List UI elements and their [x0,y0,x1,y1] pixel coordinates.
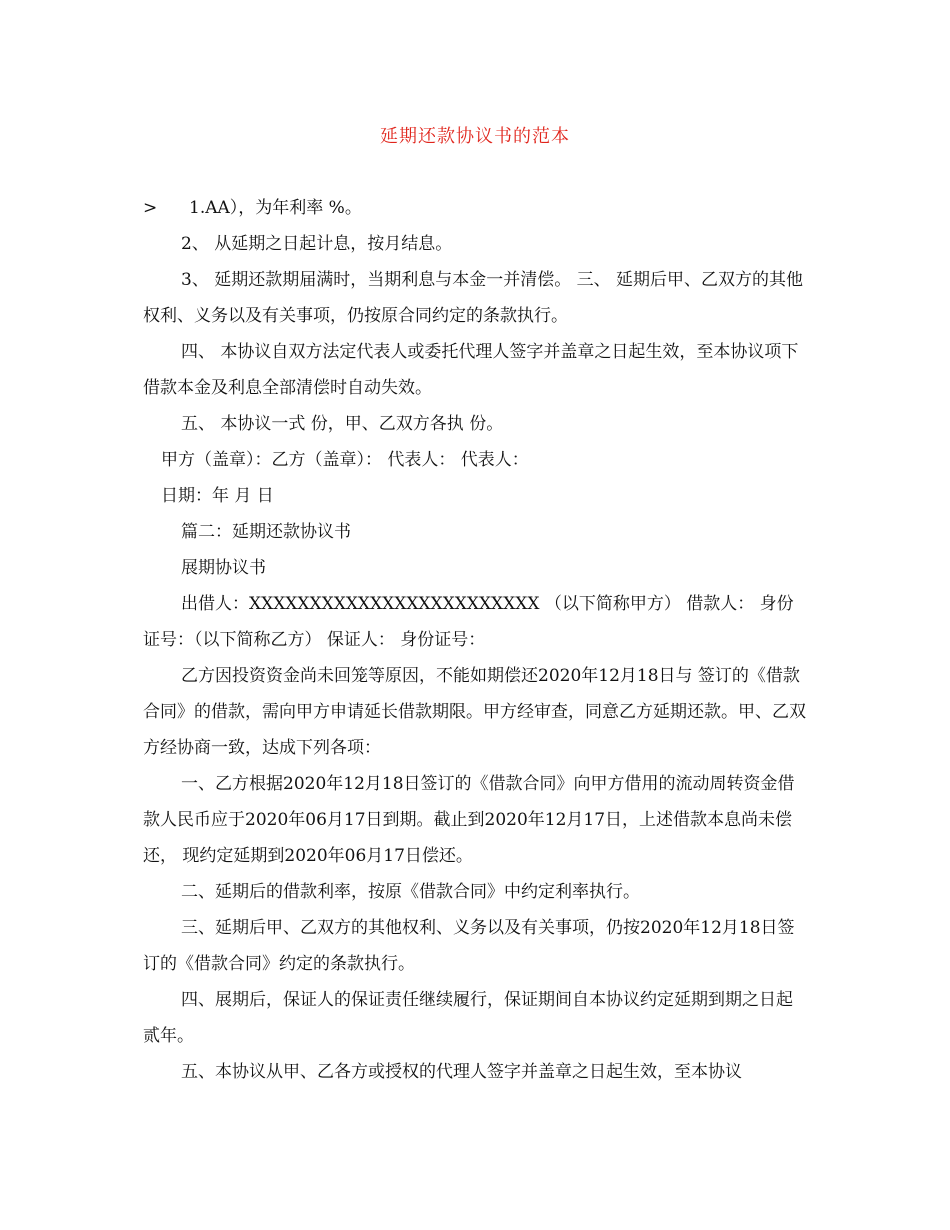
bullet-line [143,190,807,226]
bullet-marker: > [143,198,158,218]
clause-effective-date: 四、 本协议自双方法定代表人或委托代理人签字并盖章之日起生效，至本协议项下借款本金及利息全部清偿时自动失效。 [143,342,799,398]
clause-five: 五、本协议从甲、乙各方或授权的代理人签字并盖章之日起生效，至本协议 [181,1062,742,1082]
clause-copies: 五、 本协议一式 份，甲、乙双方各执 份。 [181,414,504,434]
clause-one: 一、乙方根据2020年12月18日签订的《借款合同》向甲方借用的流动周转资金借款人民币应于2020年06月17日到期。截止到2020年12月17日，上述借款本息尚未偿还， 现约定延期到2020年06月17日偿还。 [143,774,795,866]
clause-repayment-due: 3、 延期还款期届满时，当期利息与本金一并清偿。 三、 延期后甲、乙双方的其他权利、义务以及有关事项，仍按原合同约定的条款执行。 [143,270,804,326]
clause-four: 四、展期后，保证人的保证责任继续履行，保证期间自本协议约定延期到期之日起贰年。 [143,990,793,1046]
parties-paragraph: 出借人：XXXXXXXXXXXXXXXXXXXXXXXX （以下简称甲方） 借款人： 身份证号：（以下简称乙方） 保证人： 身份证号： [143,594,794,650]
document-body [143,190,807,1090]
agreement-title: 展期协议书 [181,558,266,578]
background-paragraph: 乙方因投资资金尚未回笼等原因，不能如期偿还2020年12月18日与 签订的《借款合同》的借款，需向甲方申请延长借款期限。甲方经审查，同意乙方延期还款。甲、乙双方经协商一致，达成下列各项： [143,666,806,758]
clause-interest-start: 2、 从延期之日起计息，按月结息。 [181,234,453,254]
clause-two: 二、延期后的借款利率，按原《借款合同》中约定利率执行。 [181,882,640,902]
signature-line: 甲方（盖章）：乙方（盖章）： 代表人： 代表人： [161,450,529,470]
document-title: 延期还款协议书的范本 [380,126,570,147]
clause-three: 三、延期后甲、乙双方的其他权利、义务以及有关事项，仍按2020年12月18日签订的《借款合同》约定的条款执行。 [143,918,795,974]
date-line: 日期：年 月 日 [161,486,274,506]
clause-interest-rate: 1.AA），为年利率 %。 [189,198,362,218]
section-heading: 篇二：延期还款协议书 [181,522,351,542]
